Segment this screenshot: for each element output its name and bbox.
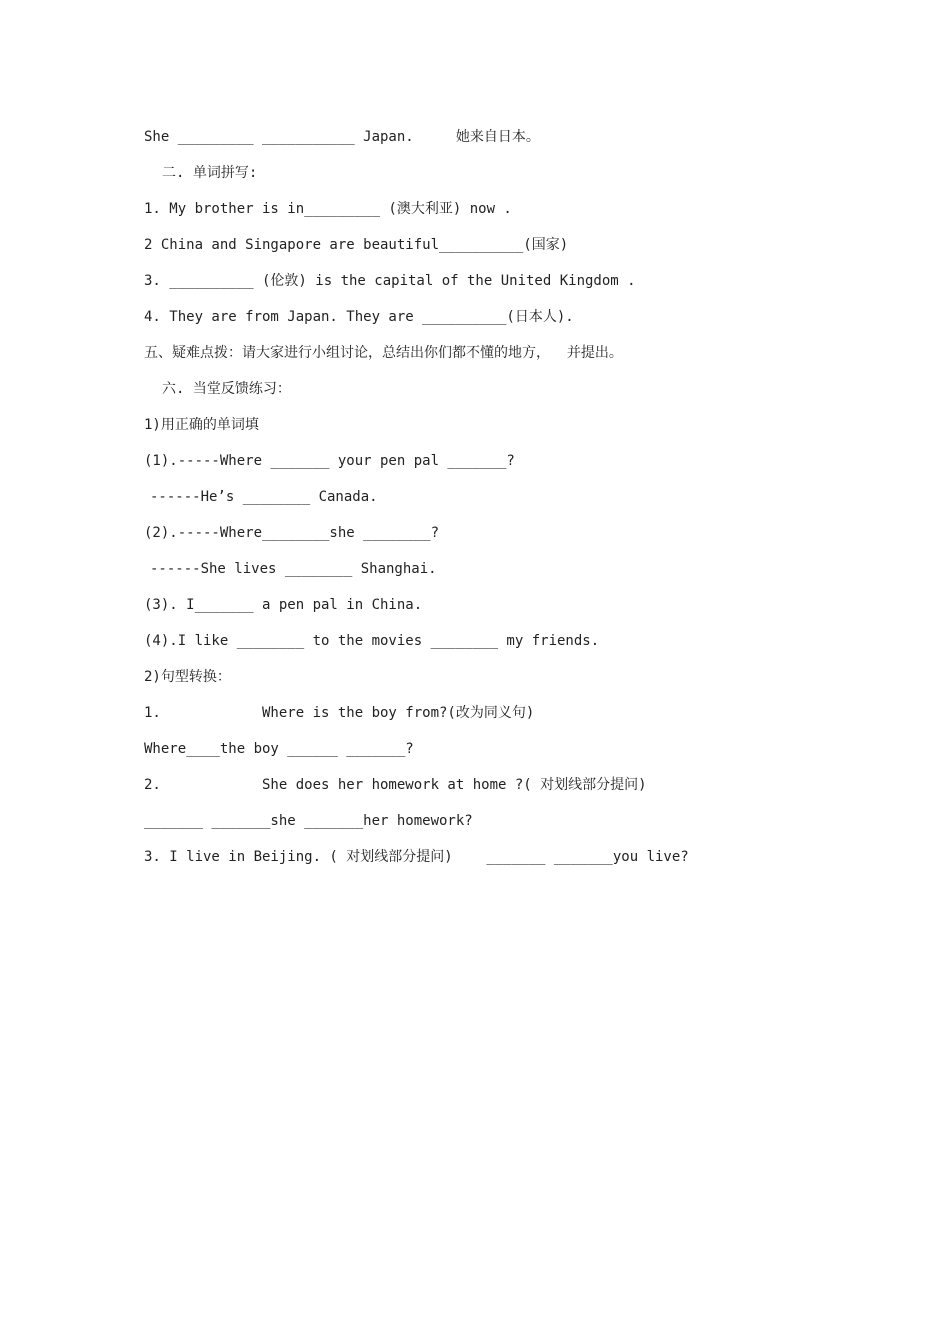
practice-item-4: (4).I like ________ to the movies ________ my friends. — [144, 633, 600, 649]
practice-item-2-question: (2).-----Where________she ________? — [144, 525, 440, 541]
transform-item-2-prompt: 2. She does her homework at home ?( 对划线部分提问) — [144, 777, 647, 793]
practice-item-3: (3). I_______ a pen pal in China. — [144, 597, 423, 613]
practice-item-2-answer: ------She lives ________ Shanghai. — [150, 561, 437, 577]
spelling-item-2: 2 China and Singapore are beautiful__________(国家) — [144, 237, 569, 253]
practice-item-1-question: (1).-----Where _______ your pen pal _______? — [144, 453, 515, 469]
transform-item-2-answer: _______ _______she _______her homework? — [144, 813, 473, 829]
sentence-she-from-japan: She _________ ___________ Japan. 她来自日本。 — [144, 129, 540, 145]
practice-item-1-answer: ------He’s ________ Canada. — [150, 489, 378, 505]
section-heading-spelling: 二. 单词拼写: — [162, 165, 258, 181]
transform-item-1-answer: Where____the boy ______ _______? — [144, 741, 414, 757]
section-heading-discussion: 五、疑难点拨：请大家进行小组讨论，总结出你们都不懂的地方， 并提出。 — [144, 345, 623, 361]
spelling-item-1: 1. My brother is in_________ (澳大利亚) now . — [144, 201, 512, 217]
section-heading-practice: 六. 当堂反馈练习： — [162, 381, 291, 397]
transform-item-3: 3. I live in Beijing. ( 对划线部分提问) _______ _______you live? — [144, 849, 689, 865]
subsection-fill-words: 1)用正确的单词填 — [144, 417, 259, 433]
spelling-item-3: 3. __________ (伦敦) is the capital of the United Kingdom . — [144, 273, 636, 289]
transform-item-1-prompt: 1. Where is the boy from?(改为同义句) — [144, 705, 535, 721]
subsection-sentence-transform: 2)句型转换： — [144, 669, 231, 685]
spelling-item-4: 4. They are from Japan. They are __________(日本人). — [144, 309, 574, 325]
